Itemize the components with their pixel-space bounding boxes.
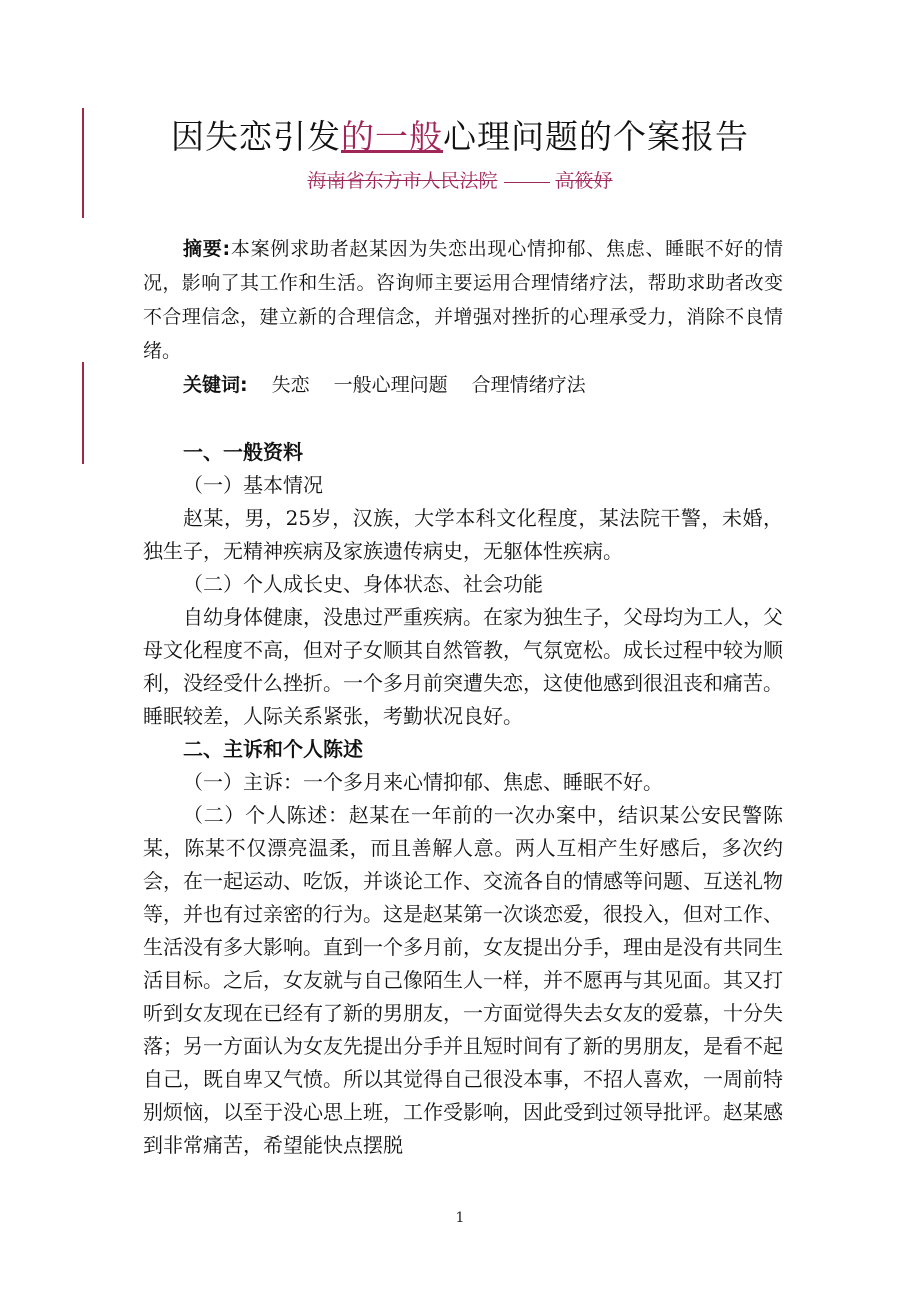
title-part-2: 心理问题的个案报告: [443, 117, 749, 156]
revision-change-bar: [82, 362, 84, 464]
subheading-complaint: （一）主诉：一个多月来心情抑郁、焦虑、睡眠不好。: [183, 770, 663, 794]
subheading-growth-history: （二）个人成长史、身体状态、社会功能: [183, 572, 543, 596]
keyword-1: 失恋: [271, 374, 310, 396]
author-dash: [504, 182, 550, 183]
keywords-line: [143, 368, 783, 402]
keyword-3: 合理情绪疗法: [471, 374, 586, 396]
main-body: [143, 436, 783, 1162]
keywords-label: 关键词:: [183, 374, 248, 396]
author-line-deleted: [0, 166, 920, 196]
section-heading-2: 二、主诉和个人陈述: [183, 737, 363, 761]
author-organization: 海南省东方市人民法院: [307, 170, 498, 192]
page-number: 1: [455, 1210, 465, 1226]
title-part-1: 因失恋引发: [171, 117, 341, 156]
abstract-block: [143, 232, 783, 402]
keyword-2: 一般心理问题: [333, 374, 448, 396]
paragraph-growth-history: 自幼身体健康，没患过严重疾病。在家为独生子，父母均为工人，父母文化程度不高，但对子女顺其自然管教，气氛宽松。成长过程中较为顺利，没经受什么挫折。一个多月前突遭失恋，这使他感到很沮丧和痛苦。睡眠较差，人际关系紧张，考勤状况良好。: [143, 605, 783, 728]
title-inserted-text: 的一般: [341, 117, 443, 156]
author-name: 高筱妤: [555, 170, 613, 192]
document-title: [0, 112, 920, 162]
abstract-text: 本案例求助者赵某因为失恋出现心情抑郁、焦虑、睡眠不好的情况，影响了其工作和生活。咨询师主要运用合理情绪疗法，帮助求助者改变不合理信念，建立新的合理信念，并增强对挫折的心理承受力，消除不良情绪。: [143, 238, 783, 362]
section-heading-1: 一、一般资料: [183, 440, 303, 464]
abstract-label: 摘要:: [183, 238, 231, 260]
abstract-paragraph: [143, 232, 783, 368]
subheading-basic-info: （一）基本情况: [183, 473, 323, 497]
paragraph-basic-info: 赵某，男，25岁，汉族，大学本科文化程度，某法院干警，未婚，独生子，无精神疾病及家族遗传病史，无躯体性疾病。: [143, 506, 783, 563]
paragraph-personal-statement: （二）个人陈述：赵某在一年前的一次办案中，结识某公安民警陈某，陈某不仅漂亮温柔，而且善解人意。两人互相产生好感后，多次约会，在一起运动、吃饭，并谈论工作、交流各自的情感等问题、互送礼物等，并也有过亲密的行为。这是赵某第一次谈恋爱，很投入，但对工作、生活没有多大影响。直到一个多月前，女友提出分手，理由是没有共同生活目标。之后，女友就与自己像陌生人一样，并不愿再与其见面。其又打听到女友现在已经有了新的男朋友，一方面觉得失去女友的爱慕，十分失落；另一方面认为女友先提出分手并且短时间有了新的男朋友，是看不起自己，既自卑又气愤。所以其觉得自己很没本事，不招人喜欢，一周前特别烦恼，以至于没心思上班，工作受影响，因此受到过领导批评。赵某感到非常痛苦，希望能快点摆脱: [143, 803, 783, 1157]
